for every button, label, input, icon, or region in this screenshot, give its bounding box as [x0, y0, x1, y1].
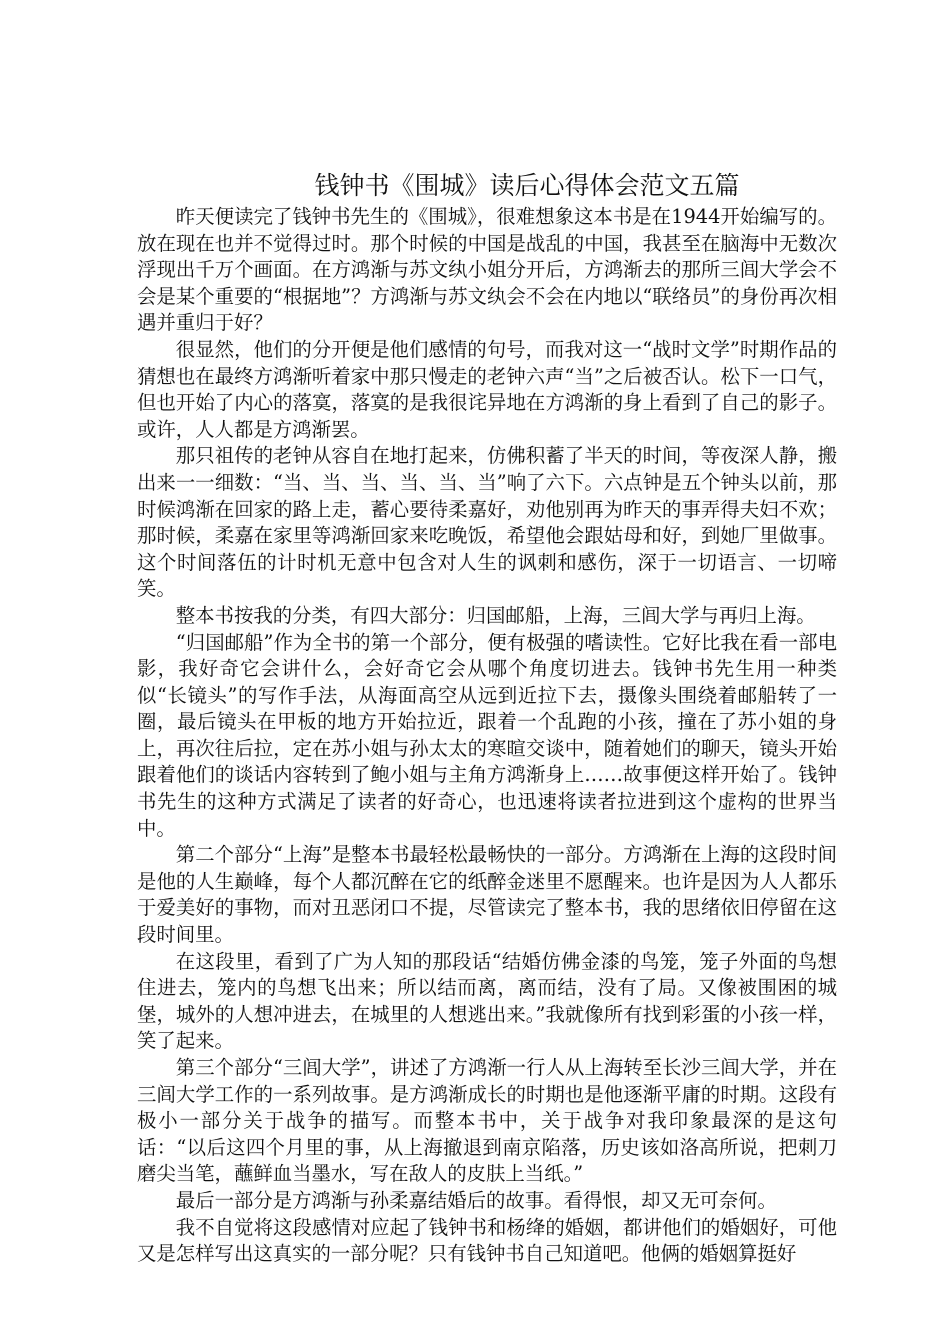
- paragraph: 在这段里，看到了广为人知的那段话“结婚仿佛金漆的鸟笼，笼子外面的鸟想住进去，笼内的鸟想飞出来；所以结而离，离而结，没有了局。又像被围困的城堡，城外的人想冲进去，在城里的人想逃出来。”我就像所有找到彩蛋的小孩一样，笑了起来。: [137, 949, 837, 1053]
- paragraph: 那只祖传的老钟从容自在地打起来，仿佛积蓄了半天的时间，等夜深人静，搬出来一一细数：“当、当、当、当、当、当”响了六下。六点钟是五个钟头以前，那时候鸿渐在回家的路上走，蓄心要待柔嘉好，劝他别再为昨天的事弄得夫妇不欢；那时候，柔嘉在家里等鸿渐回家来吃晚饭，希望他会跟姑母和好，到她厂里做事。这个时间落伍的计时机无意中包含对人生的讽刺和感伤，深于一切语言、一切啼笑。: [137, 444, 837, 601]
- paragraph: 第三个部分“三闾大学”，讲述了方鸿渐一行人从上海转至长沙三闾大学，并在三闾大学工作的一系列故事。是方鸿渐成长的时期也是他逐渐平庸的时期。这段有极小一部分关于战争的描写。而整本书中，关于战争对我印象最深的是这句话：“以后这四个月里的事，从上海撤退到南京陷落，历史该如洛高所说，把刺刀磨尖当笔，蘸鲜血当墨水，写在敌人的皮肤上当纸。”: [137, 1056, 837, 1186]
- document-body: [137, 204, 837, 1268]
- paragraph: 整本书按我的分类，有四大部分：归国邮船，上海，三闾大学与再归上海。: [175, 603, 816, 627]
- paragraph: 第二个部分“上海”是整本书最轻松最畅快的一部分。方鸿渐在上海的这段时间是他的人生巅峰，每个人都沉醉在它的纸醉金迷里不愿醒来。也许是因为人人都乐于爱美好的事物，而对丑恶闭口不提，尽管读完了整本书，我的思绪依旧停留在这段时间里。: [137, 843, 837, 947]
- paragraph: “归国邮船”作为全书的第一个部分，便有极强的嗜读性。它好比我在看一部电影，我好奇它会讲什么，会好奇它会从哪个角度切进去。钱钟书先生用一种类似“长镜头”的写作手法，从海面高空从远到近拉下去，摄像头围绕着邮船转了一圈，最后镜头在甲板的地方开始拉近，跟着一个乱跑的小孩，撞在了苏小姐的身上，再次往后拉，定在苏小姐与孙太太的寒暄交谈中，随着她们的聊天，镜头开始跟着他们的谈话内容转到了鲍小姐与主角方鸿渐身上……故事便这样开始了。钱钟书先生的这种方式满足了读者的好奇心，也迅速将读者拉进到这个虚构的世界当中。: [137, 630, 837, 840]
- paragraph: 我不自觉将这段感情对应起了钱钟书和杨绛的婚姻，都讲他们的婚姻好，可他又是怎样写出这真实的一部分呢？只有钱钟书自己知道吧。他俩的婚姻算挺好: [137, 1215, 837, 1266]
- document-title: 钱钟书《围城》读后心得体会范文五篇: [314, 171, 740, 200]
- paragraph: 最后一部分是方鸿渐与孙柔嘉结婚后的故事。看得恨，却又无可奈何。: [175, 1188, 777, 1212]
- paragraph: 很显然，他们的分开便是他们感情的句号，而我对这一“战时文学”时期作品的猜想也在最终方鸿渐听着家中那只慢走的老钟六声“当”之后被否认。松下一口气，但也开始了内心的落寞，落寞的是我很诧异地在方鸿渐的身上看到了自己的影子。或许，人人都是方鸿渐罢。: [137, 337, 837, 441]
- paragraph: 昨天便读完了钱钟书先生的《围城》，很难想象这本书是在1944开始编写的。放在现在也并不觉得过时。那个时候的中国是战乱的中国，我甚至在脑海中无数次浮现出千万个画面。在方鸿渐与苏文纨小姐分开后，方鸿渐去的那所三闾大学会不会是某个重要的“根据地”？方鸿渐与苏文纨会不会在内地以“联络员”的身份再次相遇并重归于好？: [137, 205, 837, 335]
